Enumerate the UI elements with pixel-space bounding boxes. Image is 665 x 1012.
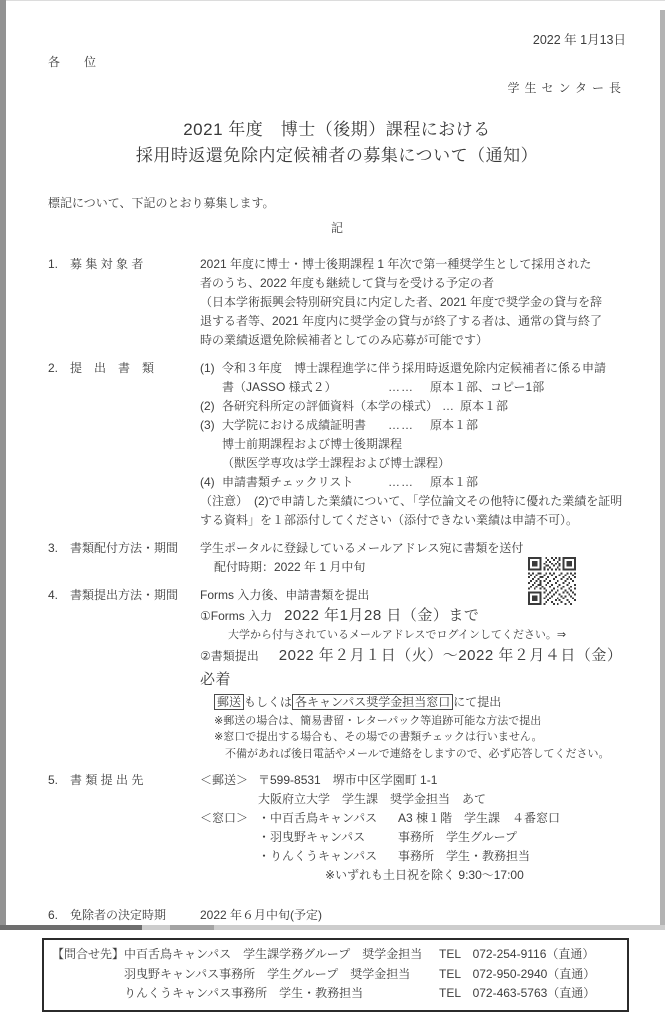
leader-dots: ……: [388, 418, 414, 432]
section-submission-method: [48, 586, 626, 762]
item-number: (4): [200, 475, 215, 489]
section-documents: [48, 359, 626, 530]
contact-phone: TEL 072-254-9116（直通）: [439, 947, 595, 961]
intro-text: 標記について、下記のとおり募集します。: [48, 196, 275, 210]
qr-code-icon: [528, 557, 576, 605]
mail-tag: ＜郵送＞: [200, 773, 249, 787]
sender-title: 学生センター長: [507, 81, 626, 95]
caution-note-line1: （注意） (2)で申請した業績について、「学位論文その他特に優れた業績を証明: [200, 494, 623, 508]
submit-options: [200, 692, 626, 713]
copy-count: 原本１部、コピー1部: [430, 380, 545, 394]
section-4-label: 4. 書類提出方法・期間: [48, 588, 179, 602]
title-line-2: 採用時返還免除内定候補者の募集について（通知）: [135, 146, 539, 165]
login-note: 大学から付与されているメールアドレスでログインしてください。⇒: [228, 629, 567, 641]
recipient: 大阪府立大学 学生課 奨学金担当 あて: [258, 792, 487, 806]
item-text: 大学院における成績証明書: [222, 418, 367, 432]
section-3-label: 3. 書類配付方法・期間: [48, 541, 179, 555]
item-text: 申請書類チェックリスト: [222, 475, 354, 489]
doc-item-1: [200, 359, 626, 378]
submit-option-tail: にて提出: [453, 694, 502, 709]
doc-item-4: [200, 473, 626, 492]
copy-count: 原本１部: [460, 399, 509, 413]
contact-office: 羽曳野キャンパス事務所 学生グループ 奨学金担当: [124, 966, 411, 981]
item-text: 各研究科所定の評価資料（本学の様式）: [222, 399, 439, 413]
doc-item-3-sub2: （獣医学専攻は学士課程および博士課程）: [222, 456, 451, 470]
submit-option-connector: もしくは: [244, 694, 293, 709]
scrollbar-segment: [170, 925, 214, 930]
campus-name: ・羽曳野キャンパス: [258, 830, 366, 844]
submit-option-mail: 郵送: [214, 694, 244, 710]
contact-box: [42, 938, 629, 1012]
text-line: Forms 入力後、申請書類を提出: [200, 588, 370, 602]
item-number: (2): [200, 399, 215, 413]
postal-address: 〒599-8531 堺市中区学園町 1-1: [258, 773, 438, 787]
doc-item-3: [200, 416, 626, 435]
item-number: (3): [200, 418, 215, 432]
campus-place: A3 棟１階 学生課 ４番窓口: [398, 811, 561, 825]
section-5-label: 5. 書 類 提 出 先: [48, 773, 144, 787]
section-2-label: 2. 提 出 書 類: [48, 361, 155, 375]
reply-note: 不備があれば後日電話やメールで連絡をしますので、必ず応答してください。: [225, 747, 610, 760]
text-line: 2021 年度に博士・博士後期課程 1 年次で第一種奨学生として採用された: [200, 257, 592, 271]
office-hours-note: ※いずれも土日祝を除く 9:30～17:00: [325, 868, 524, 882]
item-text: 書（JASSO 様式２）: [222, 380, 337, 394]
leader-dots: ……: [388, 475, 414, 489]
leader-dots: …: [442, 399, 455, 413]
item-number: (1): [200, 361, 215, 375]
mail-address-row: [200, 771, 626, 809]
doc-item-1-line2: [200, 378, 626, 397]
leader-dots: ……: [388, 380, 414, 394]
campus-name: ・りんくうキャンパス: [258, 849, 378, 863]
contact-phone: TEL 072-950-2940（直通）: [439, 966, 596, 981]
viewer-left-edge: [0, 0, 6, 930]
step-2-label: ②書類提出: [200, 648, 259, 663]
caution-note-line2: する資料」を１部添付してください（添付できない業績は申請不可）。: [200, 513, 579, 527]
window-address-row: [200, 809, 626, 866]
step-1-date: 2022 年1月28 日（金）まで: [284, 607, 480, 624]
section-recruit-target: [48, 255, 626, 350]
copy-count: 原本１部: [430, 418, 479, 432]
contact-phone: TEL 072-463-5763（直通）: [439, 986, 596, 1000]
doc-item-3-sub1: 博士前期課程および博士後期課程: [222, 437, 403, 451]
addressee: 各 位: [48, 55, 97, 69]
contact-office: 【問合せ先】中百舌鳥キャンパス 学生課学務グループ 奨学金担当: [52, 947, 423, 961]
contact-row: [52, 945, 619, 965]
doc-item-2: [200, 397, 626, 416]
copy-count: 原本１部: [430, 475, 479, 489]
item-text: 令和３年度 博士課程進学に伴う採用時返還免除内定候補者に係る申請: [222, 361, 607, 375]
section-6-content: 2022 年６月中旬(予定): [200, 908, 323, 922]
text-line: 退する者等、2021 年度内に奨学金の貸与が終了する者は、通常の貸与終了: [200, 314, 603, 328]
paper-deadline: [200, 644, 626, 692]
distribution-period: 配付時期：2022 年 1 月中旬: [214, 560, 366, 574]
section-5-content: [200, 771, 626, 885]
section-decision-time: [48, 906, 626, 925]
section-2-content: [200, 359, 626, 530]
section-6-label: 6. 免除者の決定時期: [48, 908, 167, 922]
document-date: 2022 年 1月13日: [532, 33, 626, 47]
section-1-content: [200, 255, 626, 350]
contact-row: [52, 984, 619, 1004]
text-line: 学生ポータルに登録しているメールアドレス宛に書類を送付: [200, 541, 524, 555]
submit-option-window: 各キャンパス奨学金担当窓口: [292, 694, 453, 710]
campus-place: 事務所 学生グループ: [398, 830, 518, 844]
campus-name: ・中百舌鳥キャンパス: [258, 811, 378, 825]
text-line: 者のうち、2022 年度も継続して貸与を受ける予定の者: [200, 276, 495, 290]
window-tag: ＜窓口＞: [200, 811, 249, 825]
viewer-right-edge: [660, 10, 665, 930]
forms-deadline: [200, 605, 626, 627]
document-page: [6, 1, 660, 1000]
campus-row: [258, 828, 626, 847]
mail-note: ※郵送の場合は、簡易書留・レターパック等追跡可能な方法で提出: [214, 714, 542, 727]
scrollbar-thumb[interactable]: [0, 925, 142, 930]
window-note: ※窓口で提出する場合も、その場での書類チェックは行いません。: [214, 731, 543, 743]
text-line: 時の業績返還免除候補者としてのみ応募が可能です）: [200, 333, 489, 347]
section-4-content: [200, 586, 626, 762]
document-title: [48, 117, 626, 169]
section-submission-address: [48, 771, 626, 885]
step-2-date: 2022 年２月１日（火）～2022 年２月４日（金）必着: [200, 646, 623, 688]
horizontal-scrollbar[interactable]: [0, 925, 665, 930]
campus-place: 事務所 学生・教務担当: [398, 849, 531, 863]
campus-row: [258, 847, 626, 866]
record-mark: 記: [330, 221, 343, 235]
text-line: （日本学術振興会特別研究員に内定した者、2021 年度で奨学金の貸与を辞: [200, 295, 603, 309]
step-1-label: ①Forms 入力: [200, 609, 273, 623]
contact-office: りんくうキャンパス事務所 学生・教務担当: [124, 986, 364, 1000]
title-line-1: 2021 年度 博士（後期）課程における: [183, 120, 491, 139]
campus-row: [258, 809, 626, 828]
section-1-label: 1. 募 集 対 象 者: [48, 257, 144, 271]
contact-row: [52, 965, 619, 985]
